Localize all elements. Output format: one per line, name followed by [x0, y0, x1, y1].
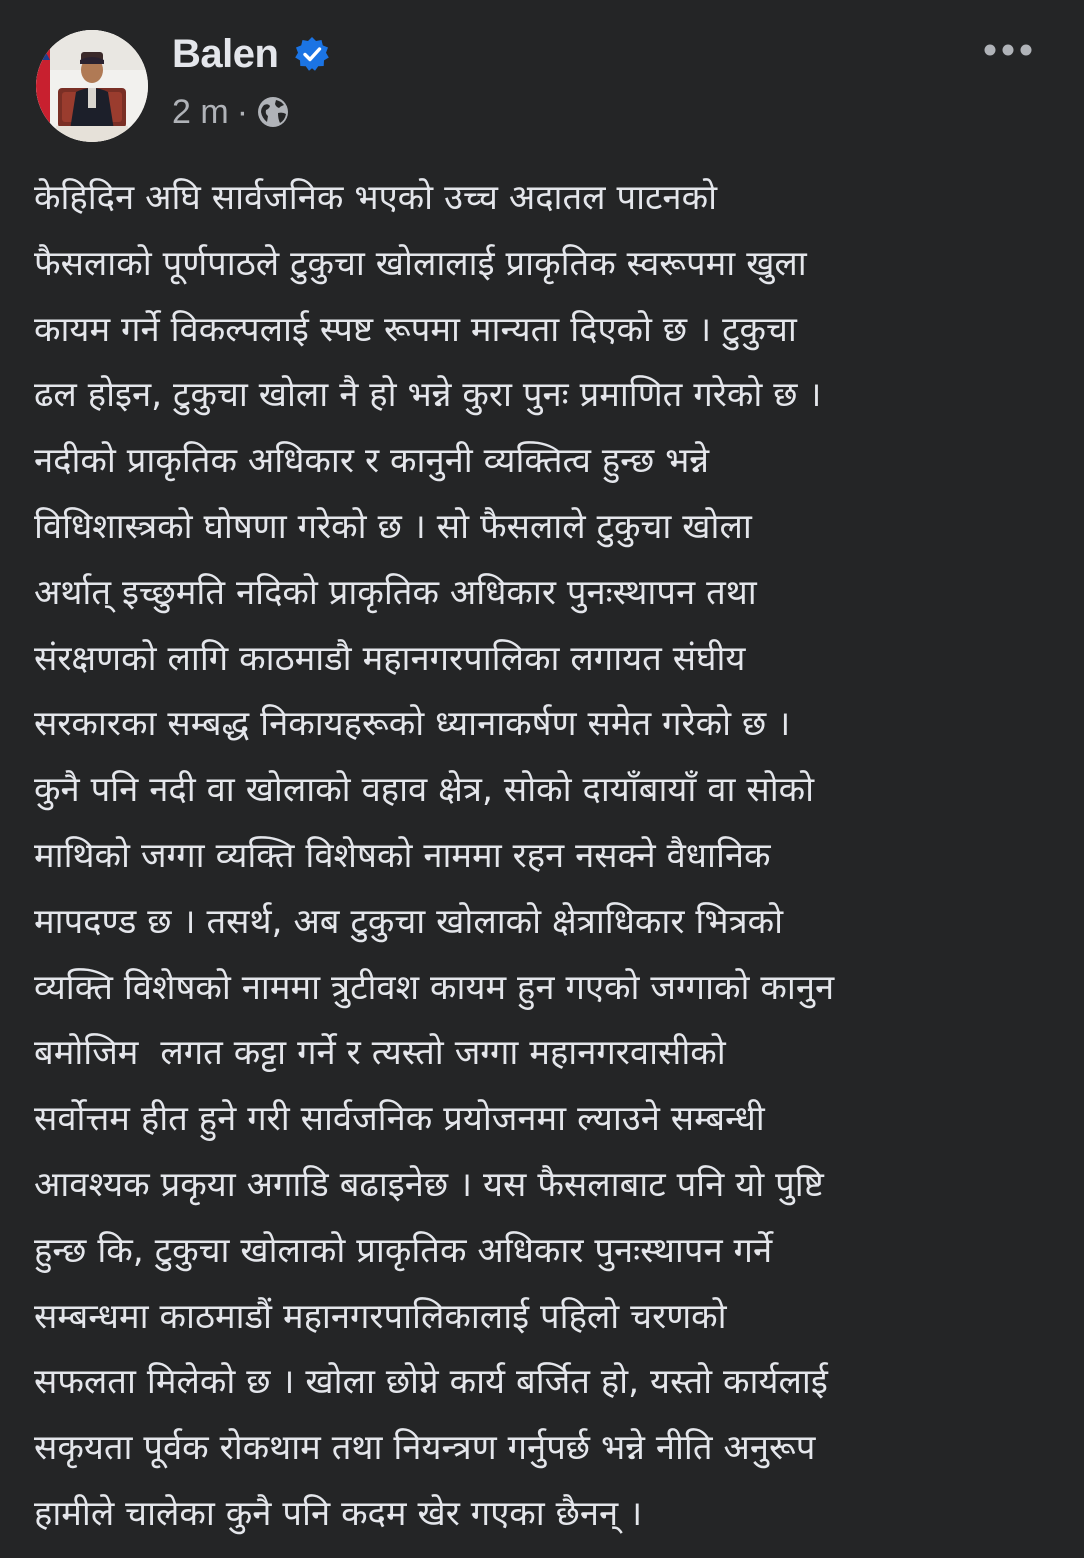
author-name[interactable]: Balen [172, 32, 279, 76]
post-text-line: विधिशास्त्रको घोषणा गरेको छ । सो फैसलाले टुकुचा खोला [34, 506, 752, 547]
post-text-line: सकृयता पूर्वक रोकथाम तथा नियन्त्रण गर्नुपर्छ भन्ने नीति अनुरूप [34, 1428, 816, 1469]
post-text-line: व्यक्ति विशेषको नाममा त्रुटीवश कायम हुन गएको जग्गाको कानुन [34, 967, 835, 1008]
more-horizontal-icon [980, 30, 1040, 70]
post-text-line: सफलता मिलेको छ । खोला छोप्ने कार्य बर्जित हो, यस्तो कार्यलाई [34, 1362, 828, 1403]
post-text-line: नदीको प्राकृतिक अधिकार र कानुनी व्यक्तित्व हुन्छ भन्ने [34, 441, 710, 482]
author-avatar[interactable] [36, 30, 148, 142]
post-text-line: बमोजिम लगत कट्टा गर्ने र त्यस्तो जग्गा महानगरवासीको [34, 1033, 726, 1074]
post-header [0, 0, 1084, 150]
post-text-line: ढल होइन, टुकुचा खोला नै हो भन्ने कुरा पुनः प्रमाणित गरेको छ । [34, 375, 822, 416]
avatar-image [36, 30, 148, 142]
post-text-line: कायम गर्ने विकल्पलाई स्पष्ट रूपमा मान्यता दिएको छ । टुकुचा [34, 309, 797, 350]
post-text-line: मापदण्ड छ । तसर्थ, अब टुकुचा खोलाको क्षेत्राधिकार भित्रको [34, 901, 784, 942]
more-options-button[interactable] [980, 30, 1040, 70]
post-text-line: माथिको जग्गा व्यक्ति विशेषको नाममा रहन नसक्ने वैधानिक [34, 835, 771, 876]
post-text-line: सर्वोत्तम हीत हुने गरी सार्वजनिक प्रयोजनमा ल्याउने सम्बन्धी [34, 1099, 765, 1140]
post-text-line: आवश्यक प्रकृया अगाडि बढाइनेछ । यस फैसलाबाट पनि यो पुष्टि [34, 1164, 824, 1205]
meta-separator: · [236, 92, 249, 131]
post-text-line: केहिदिन अघि सार्वजनिक भएको उच्च अदातल पाटनको [34, 178, 718, 218]
post-timestamp[interactable]: 2 m [172, 92, 229, 131]
post-text-line: कुनै पनि नदी वा खोलाको वहाव क्षेत्र, सोको दायाँबायाँ वा सोको [34, 770, 815, 811]
globe-icon[interactable] [256, 95, 290, 129]
post-text-line: संरक्षणको लागि काठमाडौ महानगरपालिका लगायत संघीय [34, 638, 746, 679]
post-text-line: अर्थात् इच्छुमति नदिको प्राकृतिक अधिकार पुनःस्थापन तथा [34, 572, 757, 613]
post-text [34, 166, 1064, 1548]
post-text-line: हामीले चालेका कुनै पनि कदम खेर गएका छैनन् । [34, 1493, 643, 1534]
post-text-line: फैसलाको पूर्णपाठले टुकुचा खोलालाई प्राकृतिक स्वरूपमा खुला [34, 243, 807, 284]
verified-badge-icon [294, 36, 330, 72]
post-meta [172, 88, 290, 136]
post-text-line: सम्बन्धमा काठमाडौं महानगरपालिकालाई पहिलो चरणको [34, 1296, 727, 1337]
post-text-line: हुन्छ कि, टुकुचा खोलाको प्राकृतिक अधिकार पुनःस्थापन गर्ने [34, 1230, 773, 1271]
post-text-line: सरकारका सम्बद्ध निकायहरूको ध्यानाकर्षण समेत गरेको छ । [34, 704, 791, 745]
